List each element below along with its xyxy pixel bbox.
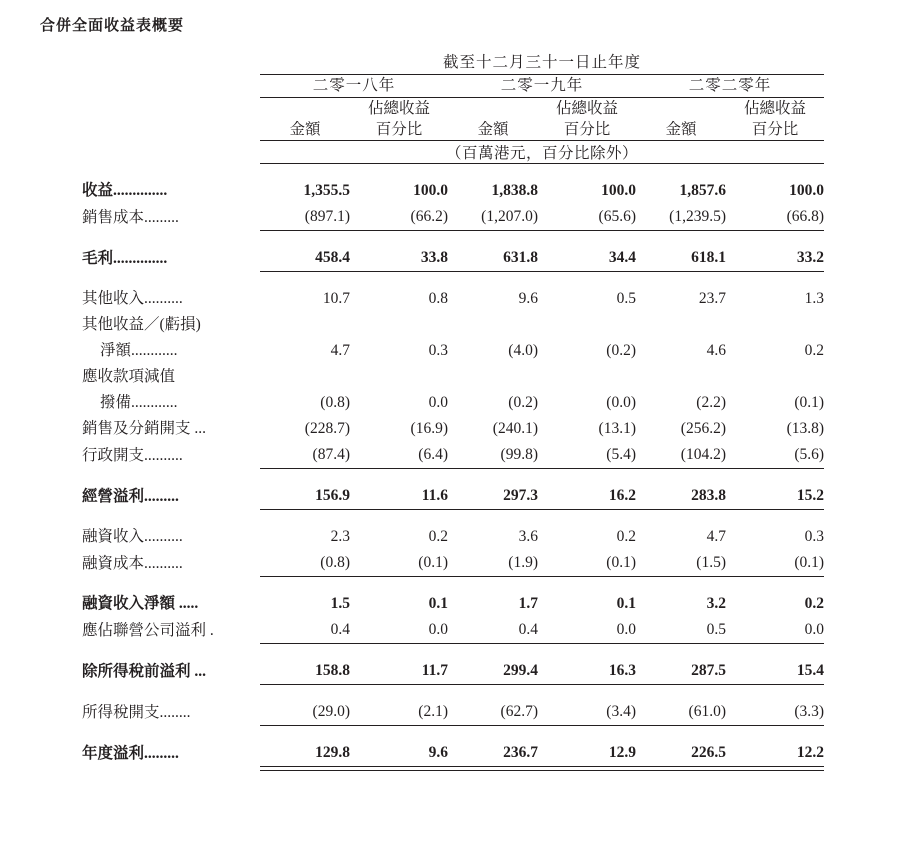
consolidated-income-statement-table	[82, 52, 824, 771]
row-label: 其他收益／(虧損)	[82, 316, 201, 333]
row-value: (2.1)	[350, 699, 448, 726]
header-subcol-line1-row	[82, 98, 824, 120]
row-label: 其他收入..........	[82, 290, 183, 307]
row-value: 0.3	[804, 528, 825, 545]
financial-table-container	[82, 52, 872, 771]
table-row	[82, 699, 824, 726]
row-value: 0.1	[428, 595, 448, 612]
row-value: (5.6)	[726, 442, 824, 469]
table-row	[82, 364, 824, 390]
row-value: 236.7	[448, 740, 538, 767]
row-value: 1.7	[518, 595, 538, 612]
row-value	[448, 364, 538, 390]
row-value: (1.5)	[636, 550, 726, 577]
header-amount-2019: 金額	[448, 119, 538, 141]
row-value	[260, 364, 350, 390]
header-percent-2020: 百分比	[726, 119, 824, 141]
table-row	[82, 245, 824, 272]
row-value: 129.8	[260, 740, 350, 767]
row-label: 撥備............	[100, 394, 178, 411]
header-percent-2018: 百分比	[350, 119, 448, 141]
row-label: 行政開支..........	[82, 446, 183, 464]
row-value: (3.3)	[726, 699, 824, 726]
row-value: 458.4	[260, 245, 350, 272]
row-value: 0.0	[538, 617, 636, 644]
page-title: 合併全面收益表概要	[40, 17, 185, 34]
row-value: (897.1)	[260, 204, 350, 231]
row-value: 2.3	[330, 528, 350, 545]
row-value: 0.3	[428, 342, 448, 359]
table-row	[82, 658, 824, 685]
row-value: (256.2)	[680, 420, 726, 437]
row-value: (3.4)	[538, 699, 636, 726]
row-value: 11.6	[350, 483, 448, 510]
row-value	[260, 312, 350, 338]
row-label: 應收款項減值	[82, 368, 176, 385]
header-subcol-line2-row	[82, 119, 824, 141]
row-label: 銷售成本.........	[82, 208, 179, 226]
header-year-2018: 二零一八年	[260, 75, 448, 98]
row-value: 0.0	[428, 394, 448, 411]
row-value: (4.0)	[508, 342, 538, 359]
row-value: 4.7	[330, 342, 350, 359]
row-value: (87.4)	[260, 442, 350, 469]
row-value: 1,838.8	[491, 182, 538, 199]
row-label: 銷售及分銷開支 ...	[82, 420, 207, 437]
row-value	[636, 364, 726, 390]
row-label: 淨額............	[100, 342, 178, 359]
row-value: 34.4	[538, 245, 636, 272]
row-value: 0.0	[726, 617, 824, 644]
table-row	[82, 617, 824, 644]
row-value: (1,207.0)	[448, 204, 538, 231]
row-value: 1.5	[330, 595, 350, 612]
row-value: (0.1)	[794, 394, 825, 411]
row-value: 33.2	[726, 245, 824, 272]
row-label: 所得稅開支........	[82, 703, 191, 721]
header-unit-row	[82, 141, 824, 164]
header-years-row	[82, 75, 824, 98]
row-value	[448, 312, 538, 338]
row-value: (5.4)	[538, 442, 636, 469]
row-value: 0.8	[428, 290, 448, 307]
row-value: (240.1)	[492, 420, 538, 437]
table-row	[82, 550, 824, 577]
row-value: 11.7	[350, 658, 448, 685]
double-rule-cell	[350, 767, 448, 771]
row-value: (0.8)	[320, 394, 350, 411]
row-value: (66.8)	[726, 204, 824, 231]
row-value: (228.7)	[304, 420, 350, 437]
row-value: 12.2	[726, 740, 824, 767]
row-value: 299.4	[448, 658, 538, 685]
row-value: 297.3	[448, 483, 538, 510]
row-value: (1,239.5)	[636, 204, 726, 231]
row-label: 應佔聯營公司溢利 .	[82, 621, 214, 639]
row-value: (13.8)	[786, 420, 825, 437]
table-row	[82, 591, 824, 617]
row-value: 4.6	[706, 342, 726, 359]
row-value: 0.0	[350, 617, 448, 644]
row-value: 158.8	[260, 658, 350, 685]
table-row	[82, 286, 824, 312]
header-amount-2018-blank	[260, 98, 350, 120]
header-percent-2020-line1: 佔總收益	[744, 100, 807, 117]
header-amount-2019-blank	[448, 98, 538, 120]
header-year-2019: 二零一九年	[448, 75, 636, 98]
row-value: 1.3	[804, 290, 825, 307]
table-row	[82, 338, 824, 364]
row-value: 3.6	[518, 528, 538, 545]
row-value: 283.8	[636, 483, 726, 510]
row-value: 16.2	[538, 483, 636, 510]
row-value: 1,857.6	[679, 182, 726, 199]
row-value: 0.2	[616, 528, 636, 545]
table-row	[82, 524, 824, 550]
row-value: (0.1)	[350, 550, 448, 577]
row-value	[636, 312, 726, 338]
row-value: 618.1	[636, 245, 726, 272]
row-value: (0.2)	[508, 394, 538, 411]
row-label: 融資成本..........	[82, 554, 183, 572]
row-value: (2.2)	[696, 394, 726, 411]
row-value	[726, 312, 824, 338]
row-value: 0.4	[260, 617, 350, 644]
table-row	[82, 416, 824, 442]
row-label: 融資收入..........	[82, 528, 183, 545]
row-value: (62.7)	[448, 699, 538, 726]
table-row	[82, 390, 824, 416]
table-row	[82, 740, 824, 767]
row-value: 15.2	[726, 483, 824, 510]
row-value: 0.5	[616, 290, 636, 307]
row-value: 10.7	[322, 290, 350, 307]
header-period: 截至十二月三十一日止年度	[260, 52, 824, 75]
row-value: 3.2	[706, 595, 726, 612]
table-row	[82, 178, 824, 204]
row-value: 23.7	[698, 290, 726, 307]
spacer	[82, 469, 824, 484]
double-rule-cell	[448, 767, 538, 771]
spacer	[82, 272, 824, 287]
row-value: (0.2)	[606, 342, 636, 359]
spacer	[82, 685, 824, 700]
row-value	[538, 364, 636, 390]
row-value: 156.9	[260, 483, 350, 510]
row-value: (6.4)	[350, 442, 448, 469]
row-label: 經營溢利.........	[82, 487, 179, 505]
row-value: (1.9)	[448, 550, 538, 577]
row-value: 0.4	[448, 617, 538, 644]
row-value: 631.8	[448, 245, 538, 272]
row-label: 除所得稅前溢利 ...	[82, 662, 207, 680]
row-value: 0.2	[428, 528, 448, 545]
row-value: 16.3	[538, 658, 636, 685]
row-value: 0.2	[804, 595, 825, 612]
row-value: (66.2)	[350, 204, 448, 231]
spacer	[82, 577, 824, 592]
row-label: 融資收入淨額 .....	[82, 595, 199, 612]
row-value: 9.6	[518, 290, 538, 307]
row-label: 收益..............	[82, 182, 168, 199]
row-value: 0.1	[616, 595, 636, 612]
spacer	[82, 164, 824, 179]
row-value: 4.7	[706, 528, 726, 545]
row-value	[350, 312, 448, 338]
header-amount-2018: 金額	[260, 119, 350, 141]
table-row	[82, 312, 824, 338]
row-value: 226.5	[636, 740, 726, 767]
row-value: 9.6	[350, 740, 448, 767]
row-value	[726, 364, 824, 390]
row-value: 1,355.5	[303, 182, 350, 199]
spacer	[82, 644, 824, 659]
row-value: (99.8)	[448, 442, 538, 469]
row-value: (0.1)	[538, 550, 636, 577]
table-row	[82, 483, 824, 510]
row-value: (0.8)	[260, 550, 350, 577]
header-percent-2019-line1: 佔總收益	[555, 100, 618, 117]
row-value	[538, 312, 636, 338]
row-value: 100.0	[601, 182, 636, 199]
row-value: (0.0)	[606, 394, 636, 411]
row-value: (0.1)	[726, 550, 824, 577]
row-value	[350, 364, 448, 390]
row-label: 毛利..............	[82, 249, 168, 267]
row-value: (104.2)	[636, 442, 726, 469]
header-percent-2018-line1: 佔總收益	[367, 100, 430, 117]
table-row	[82, 204, 824, 231]
header-amount-2020: 金額	[636, 119, 726, 141]
double-rule-cell	[538, 767, 636, 771]
row-value: 100.0	[789, 182, 825, 199]
row-value: 100.0	[413, 182, 448, 199]
double-rule-cell	[636, 767, 726, 771]
row-value: 33.8	[350, 245, 448, 272]
header-year-2020: 二零二零年	[636, 75, 824, 98]
closing-double-rule	[82, 767, 824, 771]
spacer	[82, 726, 824, 741]
header-amount-2020-blank	[636, 98, 726, 120]
row-value: (16.9)	[410, 420, 448, 437]
header-unit-note: （百萬港元，百分比除外）	[260, 141, 824, 164]
row-value: 0.2	[804, 342, 825, 359]
row-value: 287.5	[636, 658, 726, 685]
spacer	[82, 510, 824, 525]
double-rule-cell	[726, 767, 824, 771]
row-value: 12.9	[538, 740, 636, 767]
row-value: 0.5	[636, 617, 726, 644]
header-period-row	[82, 52, 824, 75]
row-value: (13.1)	[598, 420, 636, 437]
header-percent-2019: 百分比	[538, 119, 636, 141]
row-value: 15.4	[726, 658, 824, 685]
row-value: (61.0)	[636, 699, 726, 726]
spacer	[82, 231, 824, 246]
row-value: (29.0)	[260, 699, 350, 726]
row-value: (65.6)	[538, 204, 636, 231]
table-row	[82, 442, 824, 469]
double-rule-cell	[260, 767, 350, 771]
row-label: 年度溢利.........	[82, 744, 179, 762]
